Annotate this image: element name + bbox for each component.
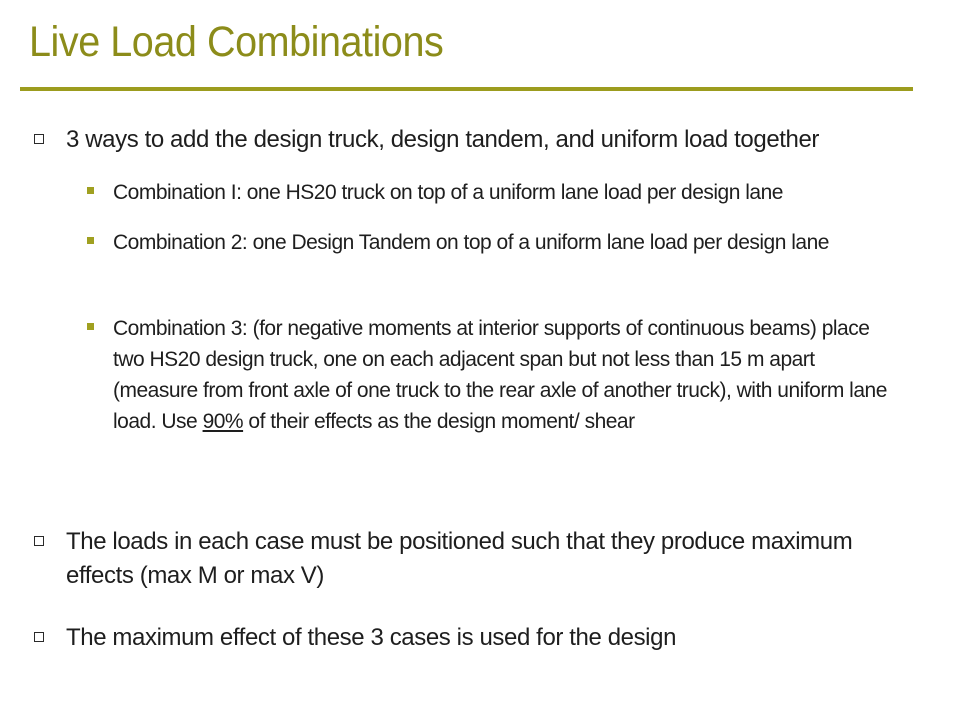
bullet-text: The loads in each case must be positioned such that they produce maximum effects (max M or max V) (66, 528, 853, 589)
hollow-square-bullet-icon (34, 632, 44, 642)
square-bullet-icon (87, 237, 94, 244)
sub-bullet-combination-2 (113, 227, 903, 258)
title-divider (20, 87, 913, 91)
bullet-text: The maximum effect of these 3 cases is used for the design (66, 624, 677, 651)
sub-bullet-combination-1 (113, 177, 903, 208)
bullet-positioning (66, 525, 926, 593)
hollow-square-bullet-icon (34, 134, 44, 144)
hollow-square-bullet-icon (34, 536, 44, 546)
sub-bullet-text: Combination I: one HS20 truck on top of a uniform lane load per design lane (113, 181, 783, 204)
bullet-maximum-effect (66, 621, 926, 655)
bullet-ways-to-combine (66, 123, 926, 157)
slide-title: Live Load Combinations (29, 18, 444, 66)
sub-bullet-text-part-2: of their effects as the design moment/ shear (243, 410, 635, 433)
underlined-percentage: 90% (202, 410, 244, 433)
sub-bullet-text: Combination 2: one Design Tandem on top of a uniform lane load per design lane (113, 231, 829, 254)
bullet-text: 3 ways to add the design truck, design tandem, and uniform load together (66, 126, 820, 153)
square-bullet-icon (87, 187, 94, 194)
sub-bullet-text-part-1: Combination 3: (for negative moments at interior supports of continuous beams) place two HS20 design truck, one on each adjacent span but not less than 15 m apart (measure from front axle of one truck to the rear axle of another truck), with uniform lane load. Use (113, 317, 887, 433)
sub-bullet-combination-3 (113, 313, 903, 437)
square-bullet-icon (87, 323, 94, 330)
